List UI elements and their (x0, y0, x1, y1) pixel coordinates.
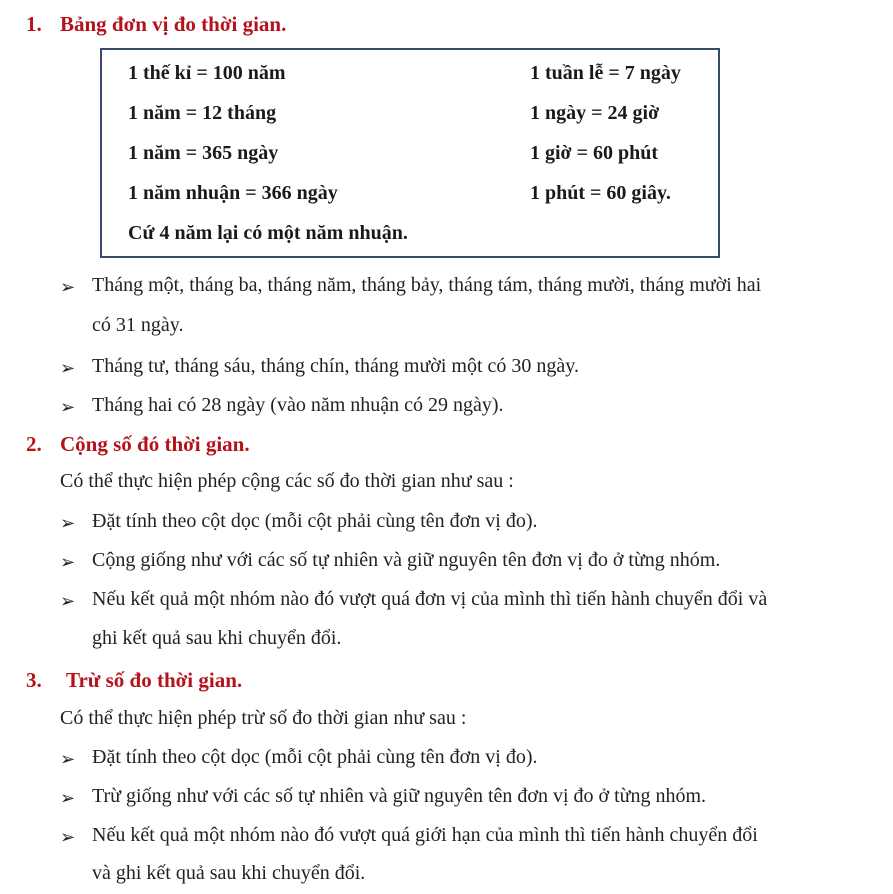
s1-bullet-2-line1: Tháng hai có 28 ngày (vào năm nhuận có 29 ngày). (92, 394, 504, 416)
s1-bullet-0-line2: có 31 ngày. (92, 314, 184, 336)
section-2-title: Cộng số đó thời gian. (60, 432, 250, 456)
section-1-number: 1. (26, 12, 42, 36)
s2-bullet-2-line1: Nếu kết quả một nhóm nào đó vượt quá đơn vị của mình thì tiến hành chuyển đổi và (92, 588, 768, 610)
s2-bullet-1-line1: Cộng giống như với các số tự nhiên và giữ nguyên tên đơn vị đo ở từng nhóm. (92, 549, 721, 571)
s3-bullet-2-line2: và ghi kết quả sau khi chuyển đổi. (92, 862, 366, 884)
s3-bullet-2-line1: Nếu kết quả một nhóm nào đó vượt quá giới hạn của mình thì tiến hành chuyển đổi (92, 824, 758, 846)
s1-bullet-0-line1: Tháng một, tháng ba, tháng năm, tháng bảy, tháng tám, tháng mười, tháng mười hai (92, 274, 762, 296)
section-1-title: Bảng đơn vị đo thời gian. (60, 12, 287, 36)
s3-intro: Có thể thực hiện phép trừ số đo thời gian như sau : (60, 707, 467, 729)
bullet-arrow-icon: ➢ (60, 788, 76, 808)
table-right-1: 1 ngày = 24 giờ (530, 102, 660, 124)
s1-bullet-1-line1: Tháng tư, tháng sáu, tháng chín, tháng mười một có 30 ngày. (92, 355, 579, 377)
s3-bullet-0-line1: Đặt tính theo cột dọc (mỗi cột phải cùng tên đơn vị đo). (92, 746, 538, 768)
section-2-number: 2. (26, 432, 42, 456)
bullet-arrow-icon: ➢ (60, 513, 76, 533)
bullet-arrow-icon: ➢ (60, 397, 76, 417)
table-right-3: 1 phút = 60 giây. (530, 182, 671, 204)
table-right-0: 1 tuần lễ = 7 ngày (530, 62, 681, 84)
s2-intro: Có thể thực hiện phép cộng các số đo thời gian như sau : (60, 470, 514, 492)
bullet-arrow-icon: ➢ (60, 277, 76, 297)
section-3-number: 3. (26, 668, 42, 692)
s2-bullet-0-line1: Đặt tính theo cột dọc (mỗi cột phải cùng tên đơn vị đo). (92, 510, 538, 532)
table-left-0: 1 thế kỉ = 100 năm (128, 62, 286, 84)
table-right-2: 1 giờ = 60 phút (530, 142, 659, 164)
table-left-3: 1 năm nhuận = 366 ngày (128, 182, 338, 204)
table-footer: Cứ 4 năm lại có một năm nhuận. (128, 222, 408, 244)
bullet-arrow-icon: ➢ (60, 749, 76, 769)
bullet-arrow-icon: ➢ (60, 552, 76, 572)
bullet-arrow-icon: ➢ (60, 827, 76, 847)
table-left-2: 1 năm = 365 ngày (128, 142, 279, 164)
table-left-1: 1 năm = 12 tháng (128, 102, 277, 124)
s3-bullet-1-line1: Trừ giống như với các số tự nhiên và giữ nguyên tên đơn vị đo ở từng nhóm. (92, 785, 707, 807)
bullet-arrow-icon: ➢ (60, 591, 76, 611)
section-3-heading (26, 668, 242, 693)
section-1-heading (26, 12, 286, 37)
section-2-heading (26, 432, 250, 457)
bullet-arrow-icon: ➢ (60, 358, 76, 378)
s2-bullet-2-line2: ghi kết quả sau khi chuyển đổi. (92, 627, 342, 649)
section-3-title: Trừ số đo thời gian. (66, 668, 243, 692)
